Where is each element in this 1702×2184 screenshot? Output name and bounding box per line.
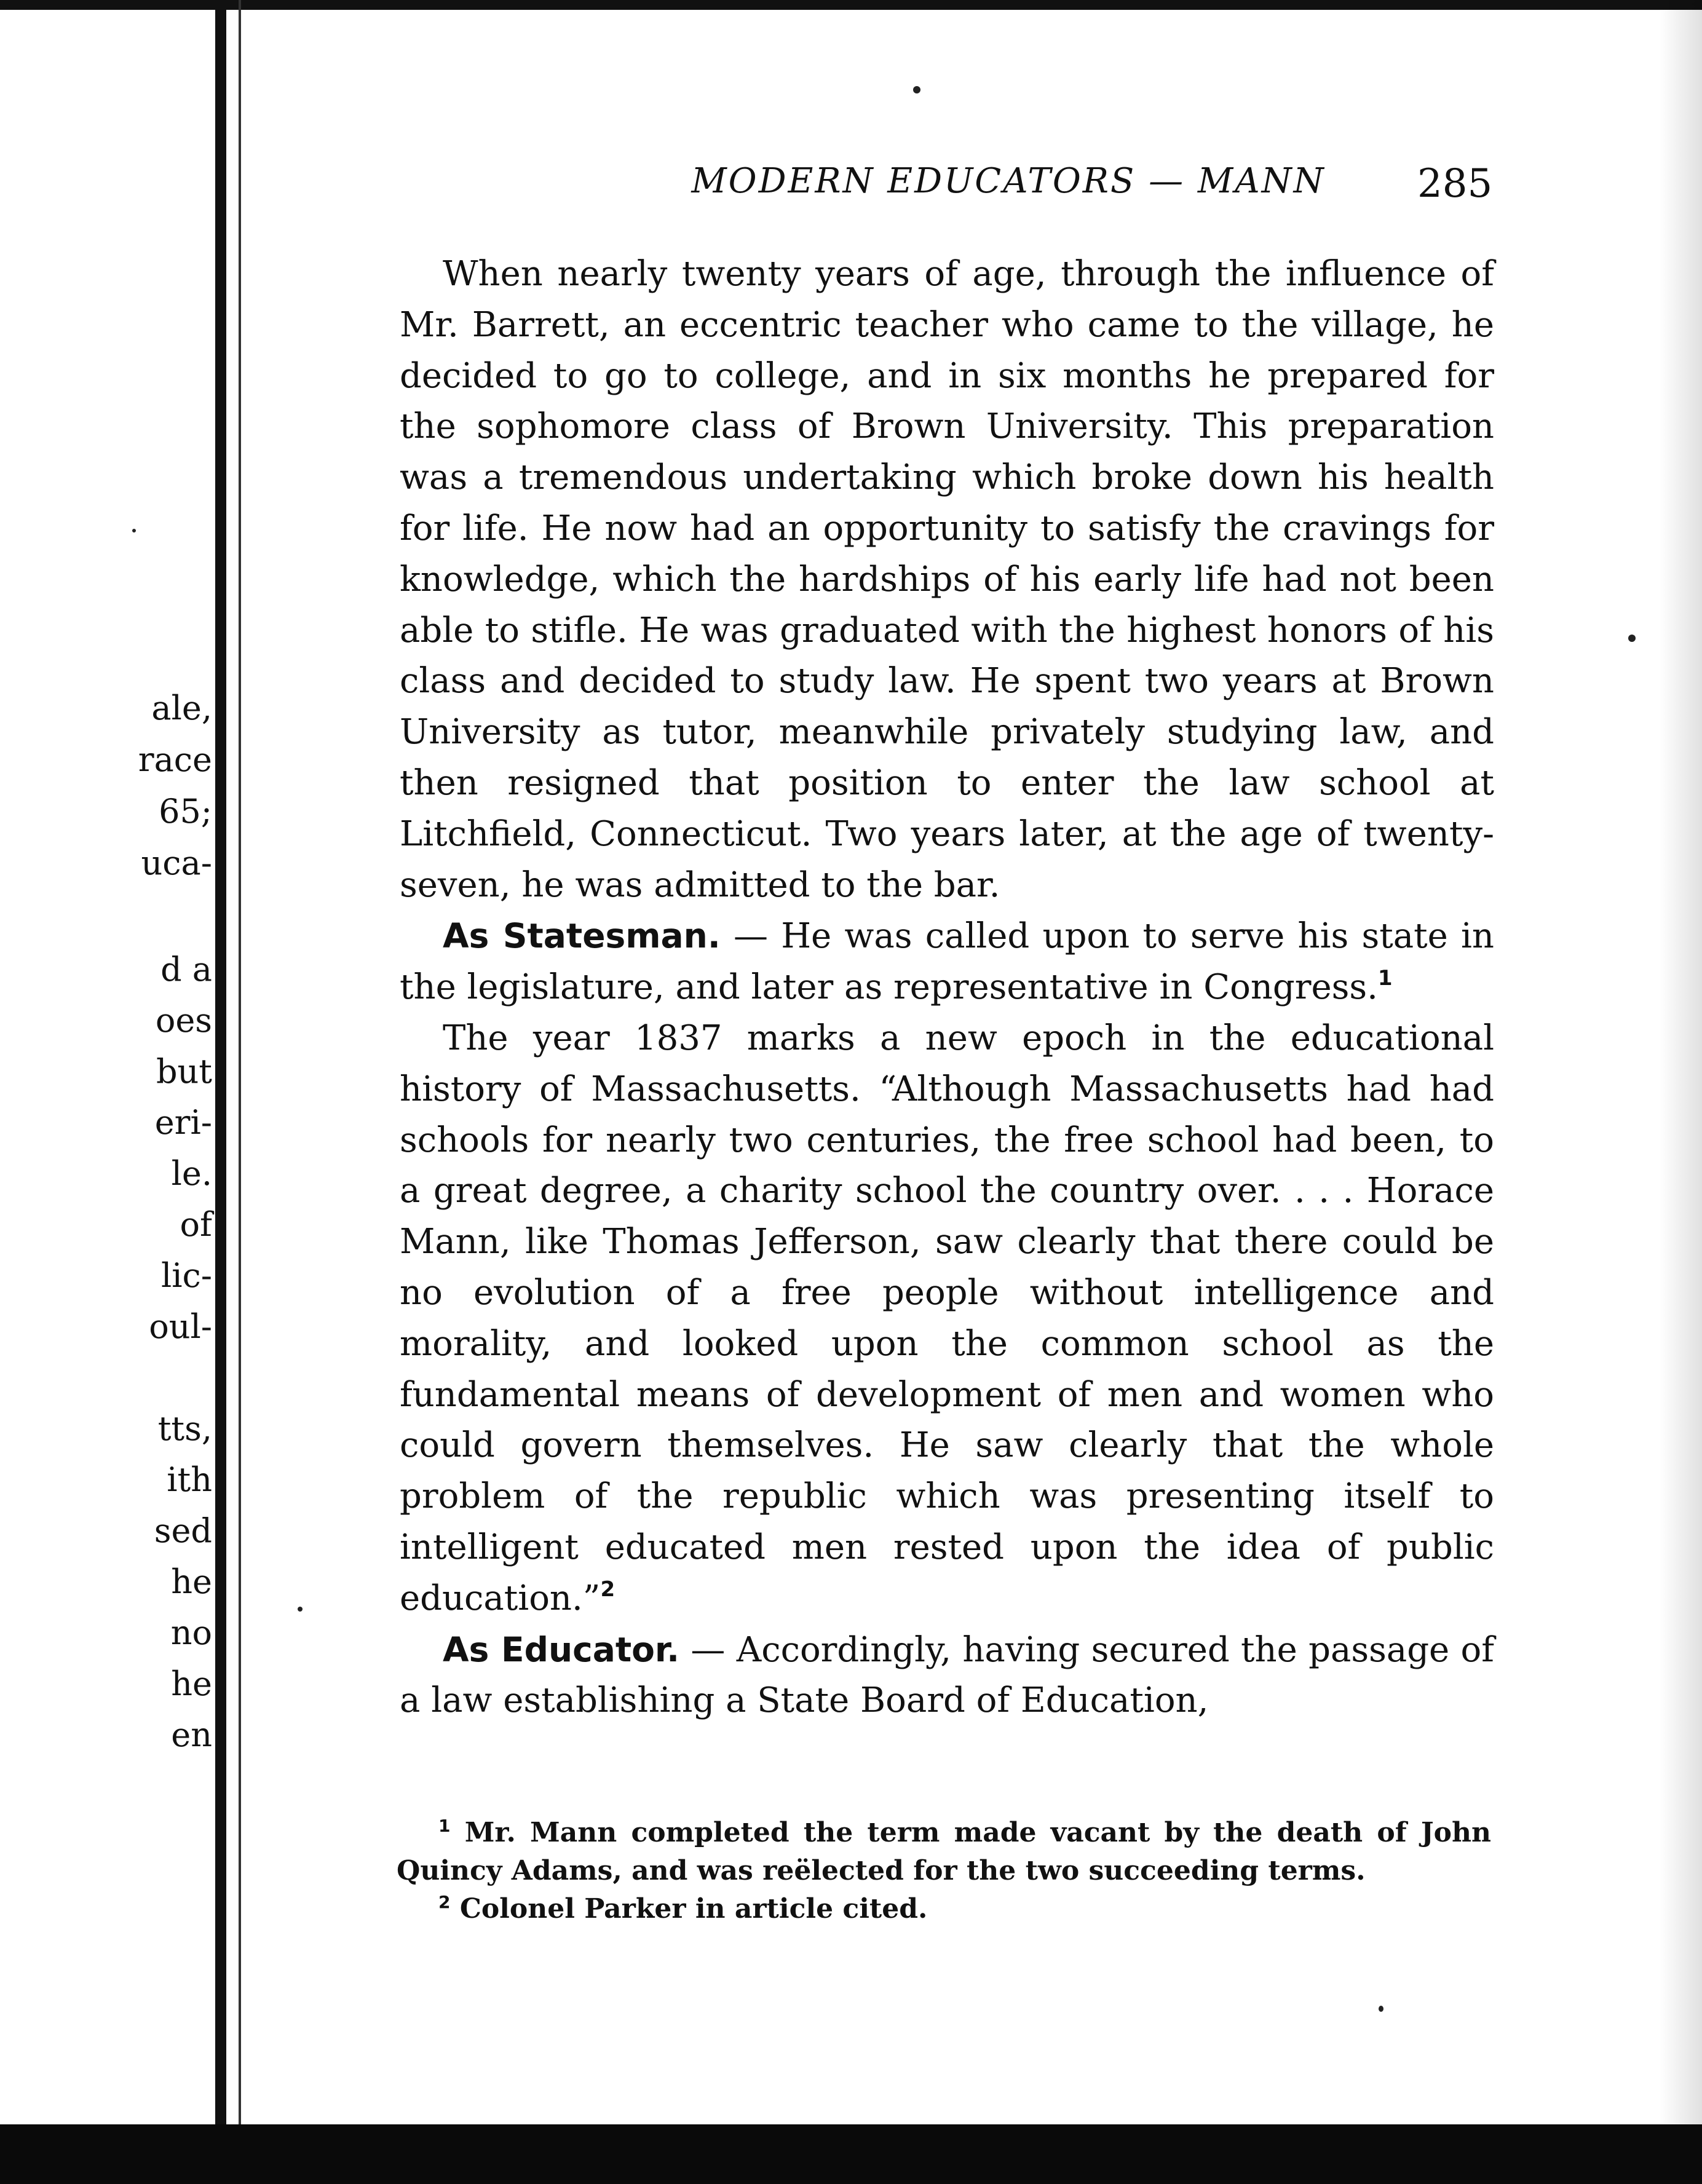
prev-page-line: ale, <box>151 689 212 727</box>
prev-page-line: he <box>171 1562 212 1601</box>
paragraph-1837-epoch <box>400 1013 1494 1624</box>
footnote-2 <box>397 1890 1491 1928</box>
body-text <box>400 249 1494 1727</box>
dust-speck <box>132 529 136 532</box>
prev-page-line: oul- <box>149 1307 212 1346</box>
scan-top-border <box>0 0 1702 10</box>
statesman-text: — He was called upon to serve his state in the legislature, and later as representative in Congress. <box>400 916 1494 1008</box>
footnote-ref-1: 1 <box>1377 966 1393 991</box>
footnote-mark: 1 <box>438 1816 451 1836</box>
prev-page-line: d a <box>160 950 212 989</box>
running-head: MODERN EDUCATORS — MANN <box>691 161 1326 201</box>
dust-speck <box>298 1607 303 1612</box>
footnote-text: Colonel Parker in article cited. <box>459 1893 928 1925</box>
prev-page-line: race <box>138 740 212 779</box>
epoch-text: The year 1837 marks a new epoch in the educational history of Massachusetts. “Although Massachusetts had had schools for nearly two centuries, the free school had been, to a great degree, a charity school the country over. . . . Horace Mann, like Thomas Jefferson, saw clearly that there could be no evolution of a free people without intelligence and morality, and looked upon the common school as the fundamental means of development of men and women who could govern themselves. He saw clearly that the whole problem of the republic which was presenting itself to intelligent educated men rested upon the idea of public education.” <box>400 1018 1494 1618</box>
section-heading-statesman: As Statesman. <box>443 916 721 956</box>
prev-page-line: of <box>180 1205 212 1244</box>
prev-page-line: oes <box>155 1001 212 1040</box>
book-spine-gutter-line <box>239 0 241 2134</box>
prev-page-line: no <box>170 1613 212 1652</box>
scan-bottom-border <box>0 2124 1702 2184</box>
footnote-ref-2: 2 <box>600 1577 615 1602</box>
footnote-text: Mr. Mann completed the term made vacant by the death of John Quincy Adams, and was reëlected for the two succeeding terms. <box>397 1817 1491 1886</box>
page-number: 285 <box>1417 161 1493 207</box>
dust-speck <box>1379 2006 1383 2012</box>
prev-page-line: tts, <box>157 1409 212 1448</box>
section-heading-educator: As Educator. <box>443 1629 680 1669</box>
paragraph-education-background: When nearly twenty years of age, through the influence of Mr. Barrett, an eccentric teacher who came to the village, he decided to go to college, and in six months he prepared for the sophomore class of Brown University. This preparation was a tremendous undertaking which broke down his health for life. He now had an opportunity to satisfy the cravings for knowledge, which the hardships of his early life had not been able to stifle. He was graduated with the highest honors of his class and decided to study law. He spent two years at Brown University as tutor, meanwhile privately studying law, and then resigned that position to enter the law school at Litchfield, Connecticut. Two years later, at the age of twenty-seven, he was admitted to the bar. <box>400 254 1494 905</box>
page-edge-shadow <box>1659 0 1702 2134</box>
paragraph-as-educator <box>400 1624 1494 1727</box>
prev-page-line: lic- <box>160 1256 212 1295</box>
prev-page-line: but <box>156 1052 212 1091</box>
dust-speck <box>1628 635 1636 642</box>
footnote-1 <box>397 1814 1491 1890</box>
paragraph-as-statesman <box>400 911 1494 1013</box>
footnote-mark: 2 <box>438 1892 451 1912</box>
prev-page-line: le. <box>171 1154 212 1193</box>
prev-page-line: sed <box>154 1511 212 1550</box>
prev-page-line: 65; <box>159 792 212 831</box>
dust-speck <box>913 86 920 93</box>
prev-page-line: en <box>171 1715 212 1754</box>
prev-page-line: ith <box>167 1460 212 1499</box>
footnotes <box>397 1814 1491 1928</box>
educator-text: — Accordingly, having secured the passage of a law establishing a State Board of Education, <box>400 1629 1494 1721</box>
prev-page-line: uca- <box>141 844 212 882</box>
prev-page-line: he <box>171 1664 212 1703</box>
prev-page-line: eri- <box>154 1103 212 1142</box>
book-spine-edge <box>215 0 226 2134</box>
